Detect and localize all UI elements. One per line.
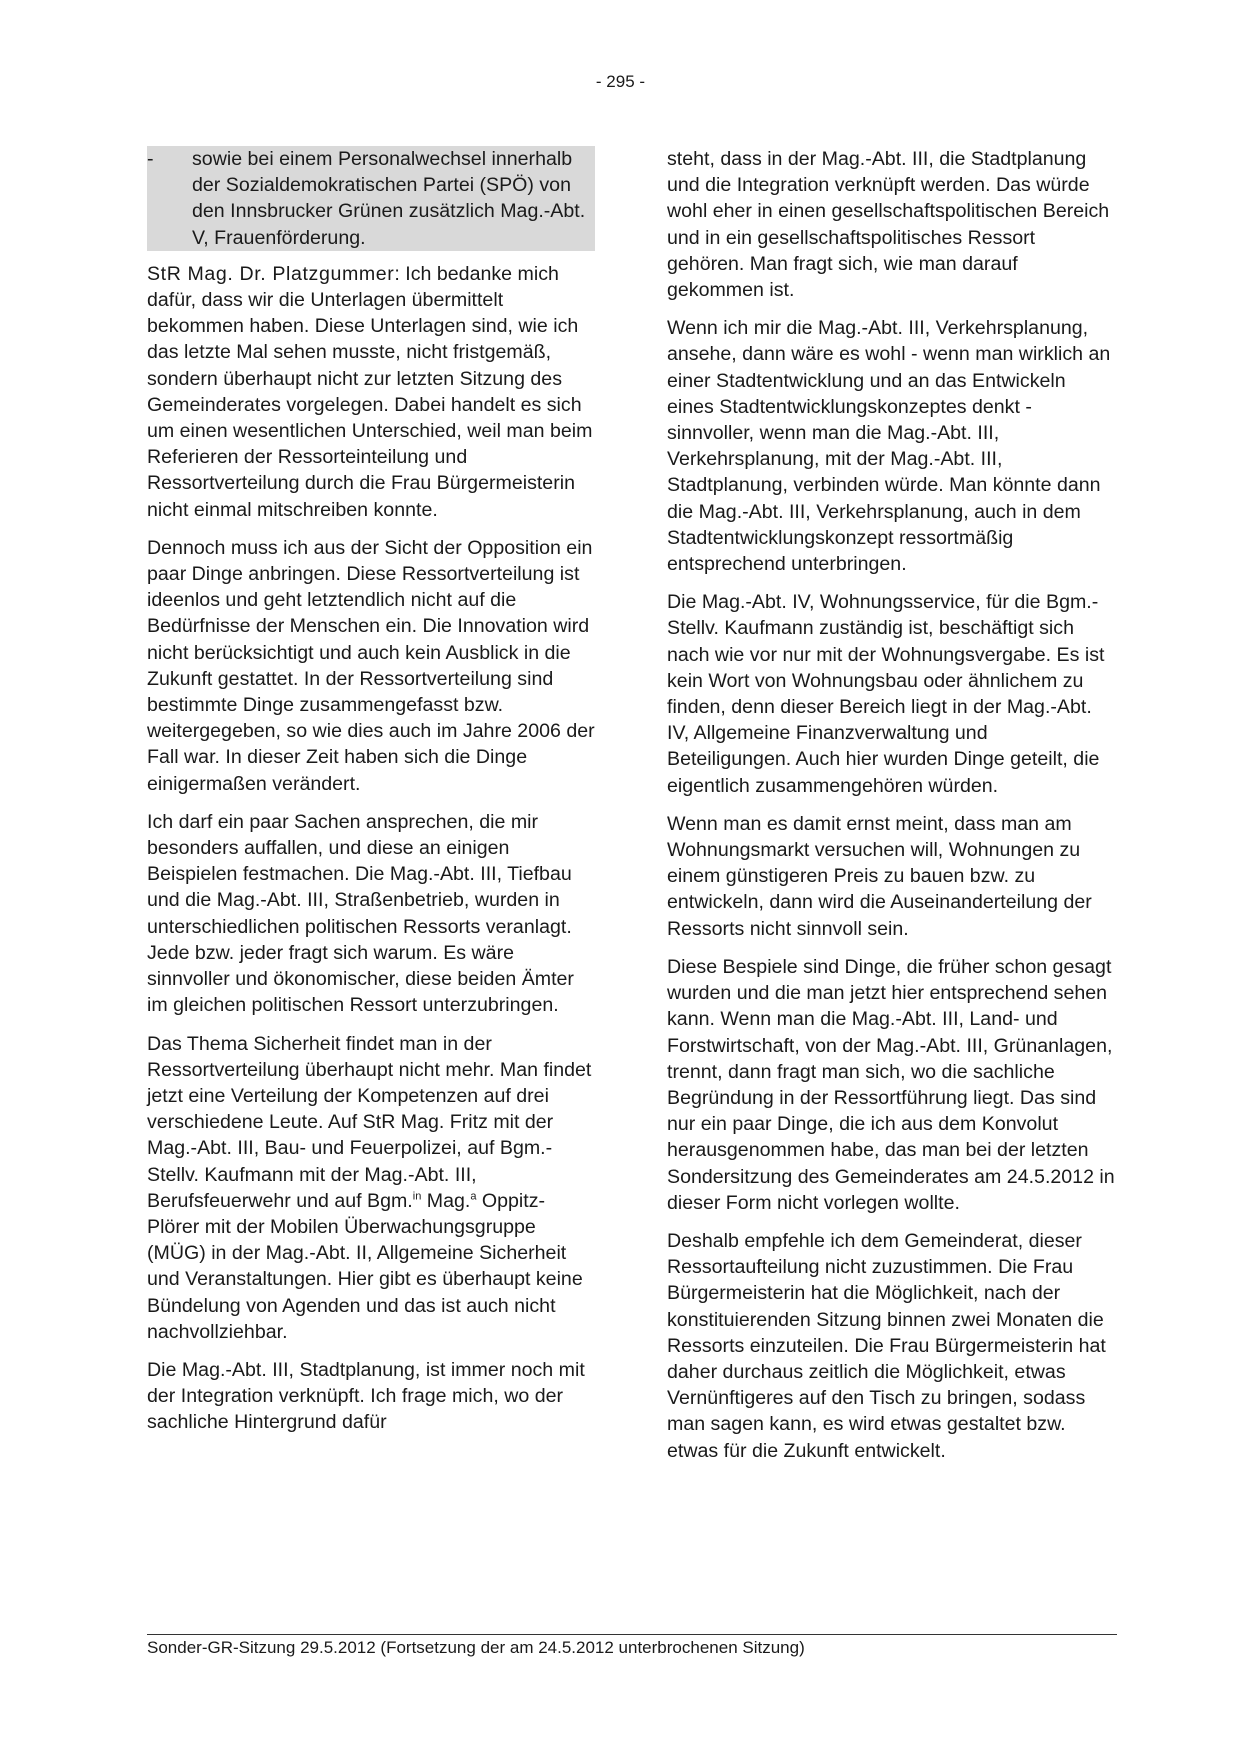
highlighted-bullet bbox=[147, 146, 595, 251]
footer-divider bbox=[147, 1634, 1117, 1635]
paragraph: Die Mag.-Abt. IV, Wohnungsservice, für die Bgm.-Stellv. Kaufmann zuständig ist, beschäftigt sich nach wie vor nur mit der Wohnungsvergabe. Es ist kein Wort von Wohnungsbau oder ähnlichem zu finden, denn dieser Bereich liegt in der Mag.-Abt. IV, Allgemeine Finanzverwaltung und Beteiligungen. Auch hier wurden Dinge geteilt, die eigentlich zusammengehören würden. bbox=[667, 591, 1105, 797]
bullet-marker: - bbox=[147, 148, 154, 170]
speech-paragraph bbox=[147, 261, 595, 523]
paragraph: Wenn man es damit ernst meint, dass man am Wohnungsmarkt versuchen will, Wohnungen zu einem günstigeren Preis zu bauen bzw. zu entwickeln, dann wird die Auseinanderteilung der Ressorts nicht sinnvoll sein. bbox=[667, 812, 1092, 940]
superscript: a bbox=[470, 1190, 477, 1203]
right-column bbox=[667, 146, 1117, 1476]
superscript: in bbox=[412, 1190, 422, 1203]
paragraph: Deshalb empfehle ich dem Gemeinderat, dieser Ressortaufteilung nicht zuzustimmen. Die Frau Bürgermeisterin hat die Möglichkeit, nach der konstituierenden Sitzung binnen zwei Monaten die Ressorts einzuteilen. Die Frau Bürgermeisterin hat daher durchaus zeitlich die Möglichkeit, etwas Vernünftigeres auf den Tisch zu bringen, sodass man sagen kann, es wird etwas gestaltet bzw. etwas für die Zukunft entwickelt. bbox=[667, 1229, 1106, 1462]
paragraph-security bbox=[147, 1031, 595, 1345]
left-column bbox=[147, 146, 595, 1448]
text-span: Oppitz-Plörer mit der Mobilen Überwachungsgruppe (MÜG) in der Mag.-Abt. II, Allgemeine Sicherheit und Veranstaltungen. Hier gibt es überhaupt keine Bündelung von Agenden und das ist auch nicht nachvollziehbar. bbox=[147, 1189, 583, 1343]
speech-text: : Ich bedanke mich dafür, dass wir die Unterlagen übermittelt bekommen haben. Diese Unterlagen sind, wie ich das letzte Mal sehen musste, nicht fristgemäß, sondern überhaupt nicht zur letzten Sitzung des Gemeinderates vorgelegen. Dabei handelt es sich um einen wesentlichen Unterschied, weil man beim Referieren der Ressorteinteilung und Ressortverteilung durch die Frau Bürgermeisterin nicht einmal mitschreiben konnte. bbox=[147, 262, 593, 521]
paragraph: Ich darf ein paar Sachen ansprechen, die mir besonders auffallen, und diese an einigen Beispielen festmachen. Die Mag.-Abt. III, Tiefbau und die Mag.-Abt. III, Straßenbetrieb, wurden in unterschiedlichen politischen Ressorts veranlagt. Jede bzw. jeder fragt sich warum. Es wäre sinnvoller und ökonomischer, diese beiden Ämter im gleichen politischen Ressort unterzubringen. bbox=[147, 810, 574, 1017]
paragraph: Dennoch muss ich aus der Sicht der Opposition ein paar Dinge anbringen. Diese Ressortverteilung ist ideenlos und geht letztendlich nicht auf die Bedürfnisse der Menschen ein. Die Innovation wird nicht berücksichtigt und auch kein Ausblick in die Zukunft gestattet. In der Ressortverteilung sind bestimmte Dinge zusammengefasst bzw. weitergegeben, so wie dies auch im Jahre 2006 der Fall war. In dieser Zeit haben sich die Dinge einigermaßen verändert. bbox=[147, 536, 595, 795]
paragraph: steht, dass in der Mag.-Abt. III, die Stadtplanung und die Integration verknüpft werden. Das würde wohl eher in einen gesellschaftspolitischen Bereich und in ein gesellschaftspolitisches Ressort gehören. Man fragt sich, wie man darauf gekommen ist. bbox=[667, 148, 1110, 302]
speaker-name: StR Mag. Dr. Platzgummer bbox=[147, 262, 395, 285]
paragraph: Wenn ich mir die Mag.-Abt. III, Verkehrsplanung, ansehe, dann wäre es wohl - wenn man wirklich an einer Stadtentwicklung und an das Entwickeln eines Stadtentwicklungskonzeptes denkt - sinnvoller, wenn man die Mag.-Abt. III, Verkehrsplanung, mit der Mag.-Abt. III, Stadtplanung, verbinden würde. Man könnte dann die Mag.-Abt. III, Verkehrsplanung, auch in dem Stadtentwicklungskonzept ressortmäßig entsprechend unterbringen. bbox=[667, 317, 1111, 576]
paragraph: Die Mag.-Abt. III, Stadtplanung, ist immer noch mit der Integration verknüpft. Ich frage mich, wo der sachliche Hintergrund dafür bbox=[147, 1358, 585, 1434]
text-span: Das Thema Sicherheit findet man in der Ressortverteilung überhaupt nicht mehr. Man findet jetzt eine Verteilung der Kompetenzen auf drei verschiedene Leute. Auf StR Mag. Fritz mit der Mag.-Abt. III, Bau- und Feuerpolizei, auf Bgm.-Stellv. Kaufmann mit der Mag.-Abt. III, Berufsfeuerwehr und auf Bgm. bbox=[147, 1032, 592, 1212]
paragraph: Diese Bespiele sind Dinge, die früher schon gesagt wurden und die man jetzt hier entsprechend sehen kann. Wenn man die Mag.-Abt. III, Land- und Forstwirtschaft, von der Mag.-Abt. III, Grünanlagen, trennt, dann fragt man sich, wo die sachliche Begründung in der Ressortführung liegt. Das sind nur ein paar Dinge, die ich aus dem Konvolut herausgenommen habe, das man bei der letzten Sondersitzung des Gemeinderates am 24.5.2012 in dieser Form nicht vorlegen wollte. bbox=[667, 955, 1115, 1214]
bullet-text: sowie bei einem Personalwechsel innerhalb der Sozialdemokratischen Partei (SPÖ) von den Innsbrucker Grünen zusätzlich Mag.-Abt. V, Frauenförderung. bbox=[192, 148, 586, 249]
page-number: - 295 - bbox=[595, 72, 646, 91]
footer-text: Sonder-GR-Sitzung 29.5.2012 (Fortsetzung der am 24.5.2012 unterbrochenen Sitzung) bbox=[147, 1638, 805, 1657]
text-span: Mag. bbox=[421, 1189, 471, 1212]
